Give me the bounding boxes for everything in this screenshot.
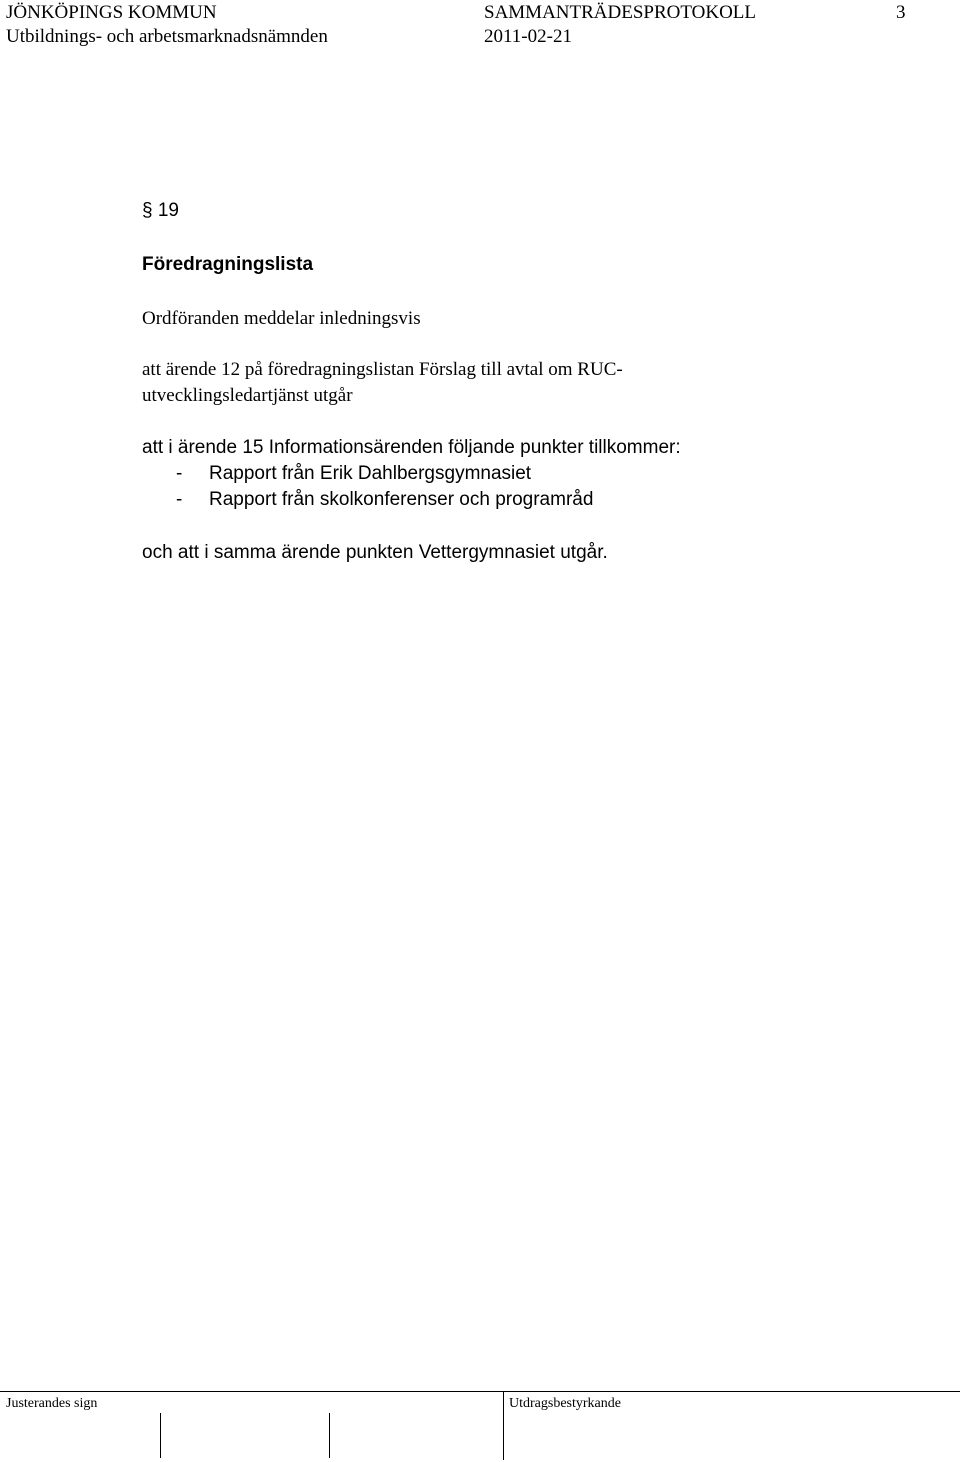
decision-2: att i ärende 15 Informationsärenden följande punkter tillkommer: <box>142 437 681 458</box>
footer-divider <box>0 1391 960 1392</box>
footer-certification-label: Utdragsbestyrkande <box>509 1396 621 1411</box>
meeting-date: 2011-02-21 <box>484 26 572 47</box>
document-type: SAMMANTRÄDESPROTOKOLL <box>484 2 757 23</box>
page-number: 3 <box>896 2 906 23</box>
org-name: JÖNKÖPINGS KOMMUN <box>6 2 217 23</box>
bullet-item: Rapport från skolkonferenser och programråd <box>209 489 594 510</box>
bullet-marker: - <box>176 463 183 484</box>
bullet-item: Rapport från Erik Dahlbergsgymnasiet <box>209 463 532 484</box>
committee-name: Utbildnings- och arbetsmarknadsnämnden <box>6 26 328 47</box>
signature-box-divider <box>160 1413 161 1458</box>
signature-box-divider <box>329 1413 330 1458</box>
bullet-marker: - <box>176 489 183 510</box>
footer-column-divider <box>503 1391 504 1460</box>
decision-1-line-1: att ärende 12 på föredragningslistan Förslag till avtal om RUC- <box>142 359 623 380</box>
footer-signature-label: Justerandes sign <box>6 1396 98 1411</box>
closing-text: och att i samma ärende punkten Vettergymnasiet utgår. <box>142 542 608 563</box>
decision-1-line-2: utvecklingsledartjänst utgår <box>142 385 353 406</box>
paragraph-label: § 19 <box>142 200 179 221</box>
section-title: Föredragningslista <box>142 254 314 275</box>
intro-text: Ordföranden meddelar inledningsvis <box>142 308 421 329</box>
